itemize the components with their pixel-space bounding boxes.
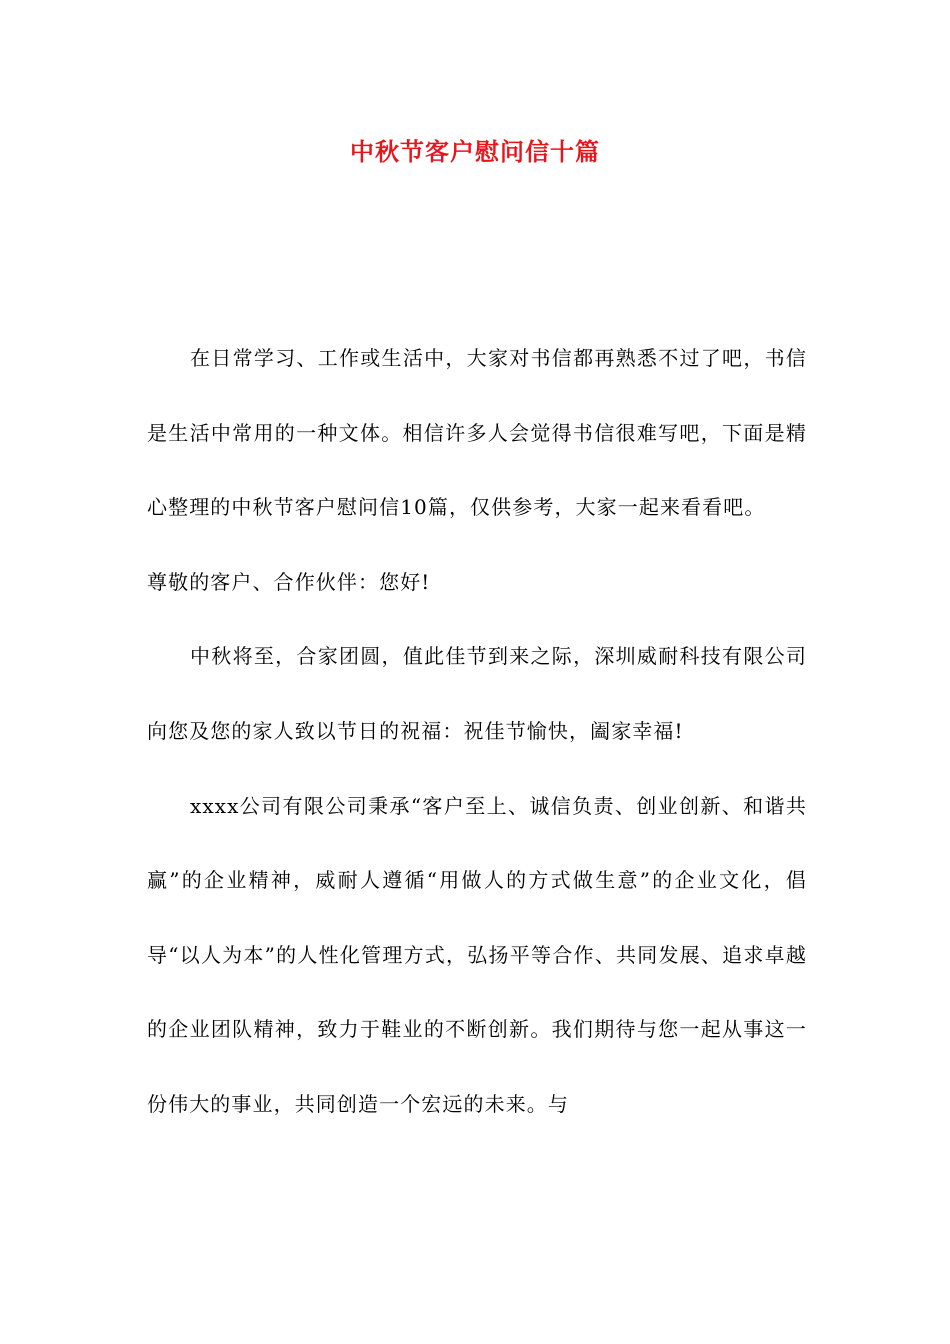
salutation-paragraph: 尊敬的客户、合作伙伴：您好! xyxy=(147,569,431,594)
document-body xyxy=(147,321,807,1142)
document-title: 中秋节客户慰问信十篇 xyxy=(350,137,600,166)
greeting-paragraph: 中秋将至，合家团圆，值此佳节到来之际，深圳威耐科技有限公司向您及您的家人致以节日的祝福：祝佳节愉快，阖家幸福! xyxy=(147,644,807,743)
company-paragraph: xxxx公司有限公司秉承“客户至上、诚信负责、创业创新、和谐共赢”的企业精神，威耐人遵循“用做人的方式做生意”的企业文化，倡导“以人为本”的人性化管理方式，弘扬平等合作、共同发展、追求卓越的企业团队精神，致力于鞋业的不断创新。我们期待与您一起从事这一份伟大的事业，共同创造一个宏远的未来。与 xyxy=(147,793,807,1116)
intro-paragraph: 在日常学习、工作或生活中，大家对书信都再熟悉不过了吧，书信是生活中常用的一种文体。相信许多人会觉得书信很难写吧，下面是精心整理的中秋节客户慰问信10篇，仅供参考，大家一起来看看吧。 xyxy=(147,346,807,520)
